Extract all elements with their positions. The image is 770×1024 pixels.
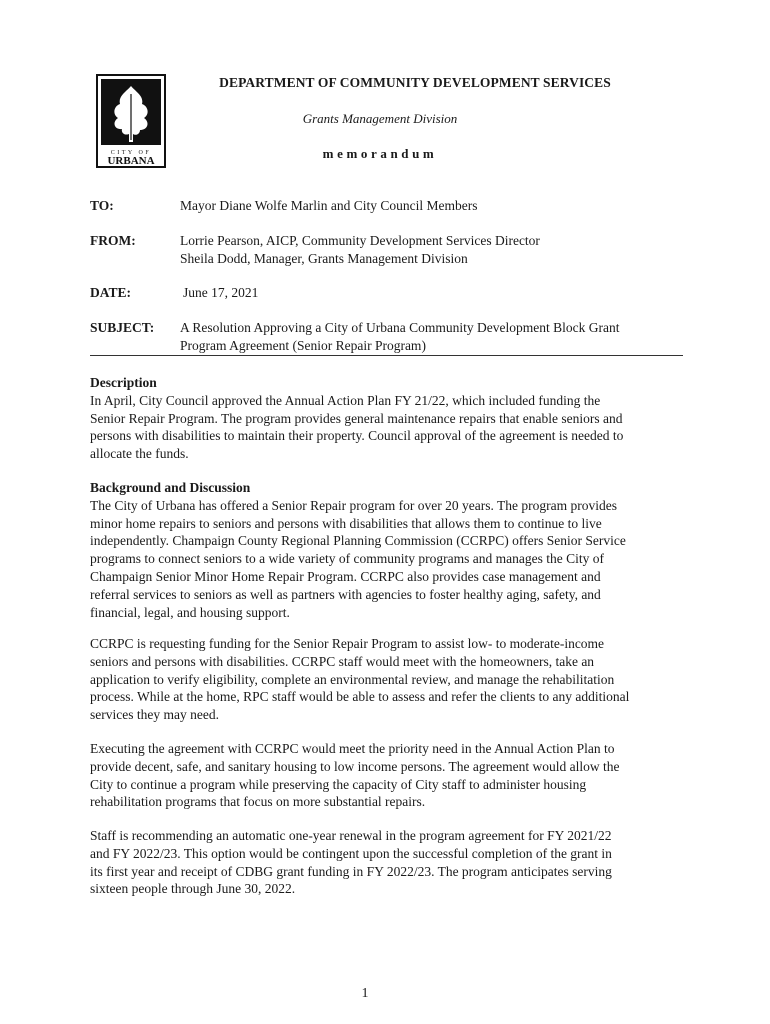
date-line: June 17, 2021 xyxy=(183,285,259,300)
paragraph-line: CCRPC is requesting funding for the Senior Repair Program to assist low- to moderate-income xyxy=(90,636,605,651)
paragraph-line: services they may need. xyxy=(90,707,219,723)
logo-text-bottom: URBANA xyxy=(107,155,155,167)
date-value xyxy=(183,284,683,302)
from-line: Sheila Dodd, Manager, Grants Management Division xyxy=(180,251,468,266)
from-line: Lorrie Pearson, AICP, Community Development Services Director xyxy=(180,233,540,248)
paragraph-line: process. While at the home, RPC staff would be able to assess and refer the clients to any additional xyxy=(90,689,630,705)
paragraph-line: persons with disabilities to maintain their property. Council approval of the agreement is needed to xyxy=(90,428,624,444)
paragraph-line: programs to connect seniors to a wide variety of community programs and manages the City of xyxy=(90,551,604,567)
department-title: DEPARTMENT OF COMMUNITY DEVELOPMENT SERVICES xyxy=(219,75,611,90)
division-name: Grants Management Division xyxy=(302,111,458,126)
subject-line: A Resolution Approving a City of Urbana Community Development Block Grant xyxy=(180,320,620,335)
subject-label: SUBJECT: xyxy=(90,320,155,335)
to-line: Mayor Diane Wolfe Marlin and City Council Members xyxy=(180,198,478,213)
paragraph-line: and FY 2022/23. This option would be contingent upon the successful completion of the grant in xyxy=(90,845,612,861)
background-paragraph-2 xyxy=(90,635,680,724)
from-value xyxy=(180,232,680,268)
paragraph-line: its first year and receipt of CDBG grant funding in FY 2022/23. The program anticipates serving xyxy=(90,863,612,879)
paragraph-line: City to continue a program while preserving the capacity of City staff to administer housing xyxy=(90,776,587,792)
header-divider xyxy=(90,355,683,356)
paragraph-line: provide decent, safe, and sanitary housing to low income persons. The agreement would allow the xyxy=(90,758,620,774)
paragraph-line: Executing the agreement with CCRPC would meet the priority need in the Annual Action Plan to xyxy=(90,741,615,756)
paragraph-line: application to verify eligibility, complete an environmental review, and manage the rehabilitation xyxy=(90,671,615,687)
paragraph-line: Staff is recommending an automatic one-year renewal in the program agreement for FY 2021/22 xyxy=(90,828,612,843)
paragraph-line: Senior Repair Program. The program provides general maintenance repairs that enable seniors and xyxy=(90,410,623,426)
subject-value xyxy=(180,319,680,355)
paragraph-line: allocate the funds. xyxy=(90,446,189,462)
background-section xyxy=(90,479,680,621)
date-label: DATE: xyxy=(90,285,132,300)
paragraph-line: independently. Champaign County Regional Planning Commission (CCRPC) offers Senior Service xyxy=(90,533,626,549)
background-paragraph-3 xyxy=(90,740,680,811)
paragraph-line: rehabilitation programs that focus on more substantial repairs. xyxy=(90,794,426,810)
to-label: TO: xyxy=(90,198,114,213)
paragraph-line: In April, City Council approved the Annual Action Plan FY 21/22, which included funding the xyxy=(90,392,601,408)
subject-line: Program Agreement (Senior Repair Program) xyxy=(180,338,426,353)
paragraph-line: The City of Urbana has offered a Senior Repair program for over 20 years. The program provides xyxy=(90,497,617,513)
background-paragraph-4 xyxy=(90,827,680,898)
background-heading: Background and Discussion xyxy=(90,480,251,495)
page-number: 1 xyxy=(361,986,369,1001)
paragraph-line: referral services to seniors as well as partners with agencies to foster healthy aging, safety, and xyxy=(90,586,601,602)
memorandum-label: memorandum xyxy=(322,146,438,161)
logo-text-top: CITY OF xyxy=(110,150,152,156)
to-value xyxy=(180,197,680,215)
paragraph-line: Champaign Senior Minor Home Repair Program. CCRPC also provides case management and xyxy=(90,568,601,584)
description-section xyxy=(90,374,680,463)
paragraph-line: seniors and persons with disabilities. CCRPC staff would meet with the homeowners, take an xyxy=(90,653,595,669)
paragraph-line: financial, legal, and housing support. xyxy=(90,604,290,620)
description-heading: Description xyxy=(90,375,157,390)
from-label: FROM: xyxy=(90,233,136,248)
paragraph-line: minor home repairs to seniors and persons with disabilities that allows them to continue to live xyxy=(90,515,602,531)
city-of-urbana-logo xyxy=(96,74,166,168)
paragraph-line: sixteen people through June 30, 2022. xyxy=(90,881,296,897)
